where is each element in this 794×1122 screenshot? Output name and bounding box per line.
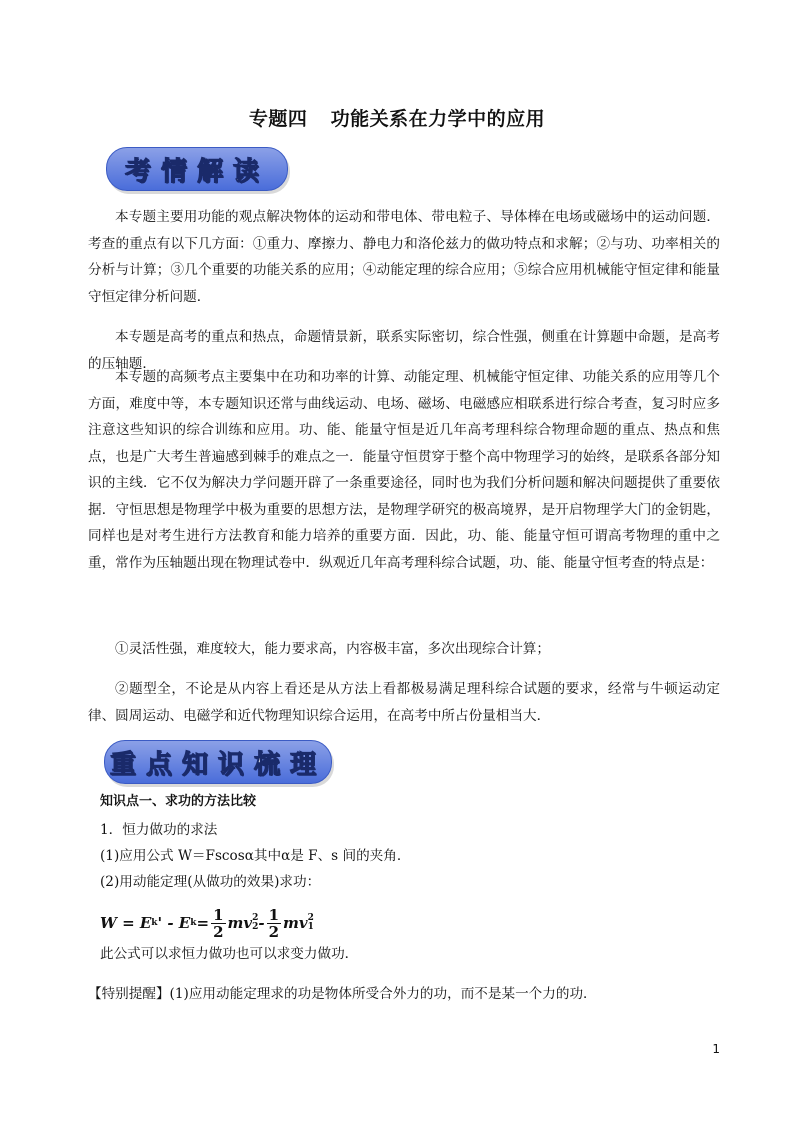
banner-key-knowledge: 重点知识梳理 [104, 740, 332, 784]
knowledge-heading: 知识点一、求功的方法比较 [100, 794, 257, 809]
special-reminder: 【特别提醒】(1)应用动能定理求的功是物体所受合外力的功，而不是某一个力的功． [88, 986, 597, 1002]
work-energy-formula: W = E k ' - E k = $\frac{1}{2}$ mv 2 2 - $\frac{1}{2}$ mv 2 1 [100, 905, 314, 941]
paragraph-high-frequency: 本专题的高频考点主要集中在功和功率的计算、动能定理、机械能守恒定律、功能关系的应用等几个方面，难度中等，本专题知识还常与曲线运动、电场、磁场、电磁感应相联系进行综合考查，复习时应多注意这些知识的综合训练和应用。功、能、能量守恒是近几年高考理科综合物理命题的重点、热点和焦点，也是广大考生普遍感到棘手的难点之一．能量守恒贯穿于整个高中物理学习的始终，是联系各部分知识的主线．它不仅为解决力学问题开辟了一条重要途径，同时也为我们分析问题和解决问题提供了重要依据．守恒思想是物理学中极为重要的思想方法，是物理学研究的极高境界，是开启物理学大门的金钥匙，同样也是对考生进行方法教育和能力培养的重要方面．因此，功、能、能量守恒可谓高考物理的重中之重，常作为压轴题出现在物理试卷中．纵观近几年高考理科综合试题，功、能、能量守恒考查的特点是： [88, 369, 720, 571]
fraction-half-2: $\frac{1}{2}$ [268, 905, 280, 941]
knowledge-item-1: 1．恒力做功的求法 [100, 822, 218, 838]
knowledge-note: 此公式可以求恒力做功也可以求变力做功． [100, 946, 359, 962]
title-name: 功能关系在力学中的应用 [330, 108, 546, 130]
knowledge-item-1a: (1)应用公式 W＝Fscosα其中α是 F、s 间的夹角． [100, 848, 411, 864]
paragraph-feature-1: ①灵活性强，难度较大，能力要求高，内容极丰富，多次出现综合计算； [115, 641, 550, 657]
banner-exam-analysis: 考情解读 [106, 147, 288, 191]
paragraph-intro: 本专题主要用功能的观点解决物体的运动和带电体、带电粒子、导体棒在电场或磁场中的运动问题．考查的重点有以下几方面：①重力、摩擦力、静电力和洛伦兹力的做功特点和求解；②与功、功率相关的分析与计算；③几个重要的功能关系的应用；④动能定理的综合应用；⑤综合应用机械能守恒定律和能量守恒定律分析问题． [88, 209, 720, 305]
knowledge-item-1b: (2)用动能定理(从做功的效果)求功： [100, 874, 321, 890]
page-title [0, 104, 794, 131]
paragraph-feature-2: ②题型全，不论是从内容上看还是从方法上看都极易满足理科综合试题的要求，经常与牛顿运动定律、圆周运动、电磁学和近代物理知识综合运用，在高考中所占份量相当大． [88, 681, 720, 724]
fraction-half-1: $\frac{1}{2}$ [213, 905, 224, 941]
page-number: 1 [712, 1042, 720, 1056]
paragraph-importance: 本专题是高考的重点和热点，命题情景新，联系实际密切，综合性强，侧重在计算题中命题，是高考的压轴题． [88, 329, 720, 372]
title-topic: 专题四 [248, 108, 308, 130]
